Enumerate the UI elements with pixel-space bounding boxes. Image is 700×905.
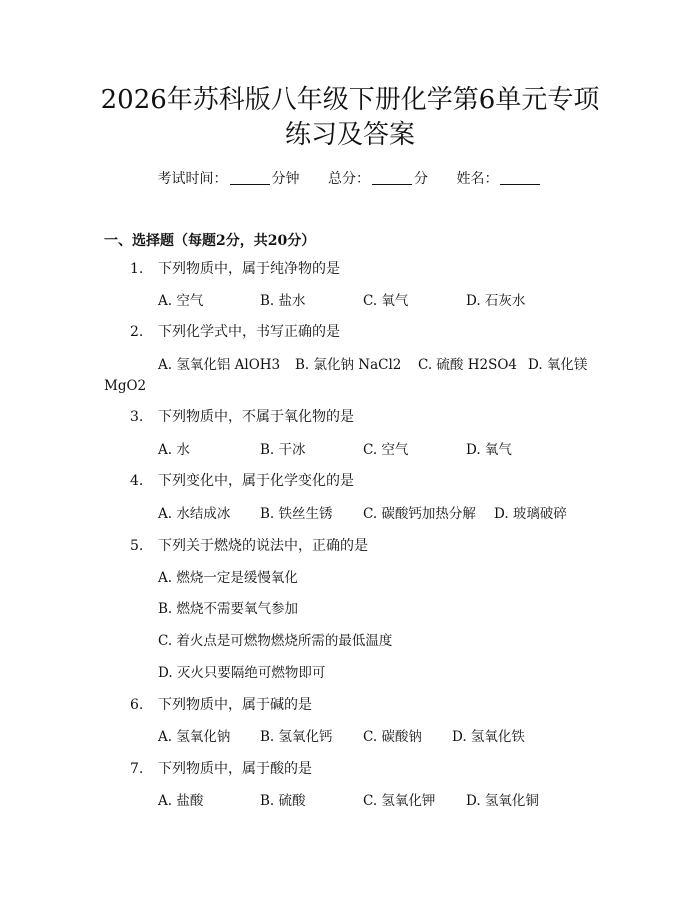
question-6 xyxy=(130,695,312,715)
q2-option-a: A. 氢氧化铝 AlOH3 xyxy=(158,357,281,373)
question-5 xyxy=(130,536,368,556)
exam-info-line xyxy=(0,169,700,189)
name-label: 姓名： xyxy=(456,171,499,187)
total-score-unit: 分 xyxy=(414,171,428,187)
question-text: 下列物质中，属于酸的是 xyxy=(158,761,312,777)
q7-option-a: A. 盐酸 xyxy=(158,793,204,809)
question-1 xyxy=(130,259,340,279)
q2-option-d: D. 氧化镁 xyxy=(528,357,588,373)
q6-option-b: B. 氢氧化钙 xyxy=(260,729,333,745)
question-text: 下列关于燃烧的说法中，正确的是 xyxy=(158,538,368,554)
q6-option-a: A. 氢氧化钠 xyxy=(158,729,231,745)
q4-option-b: B. 铁丝生锈 xyxy=(260,506,333,522)
section-heading-multiple-choice: 一、选择题（每题2分，共20分） xyxy=(104,233,316,249)
title-line-2: 练习及答案 xyxy=(284,120,415,150)
question-number: 4. xyxy=(130,473,144,489)
exam-time-field xyxy=(158,171,304,187)
q2-option-d-continued: MgO2 xyxy=(104,378,147,394)
q6-option-d: D. 氢氧化铁 xyxy=(452,729,525,745)
question-2 xyxy=(130,322,340,342)
exam-time-label: 考试时间： xyxy=(157,171,228,187)
q3-option-a: A. 水 xyxy=(158,442,190,458)
q1-option-d: D. 石灰水 xyxy=(466,293,526,309)
q4-option-c: C. 碳酸钙加热分解 xyxy=(363,506,476,522)
exam-time-unit: 分钟 xyxy=(271,171,300,187)
question-text: 下列变化中，属于化学变化的是 xyxy=(158,473,354,489)
total-score-field xyxy=(328,171,432,187)
question-number: 3. xyxy=(130,409,144,425)
question-number: 7. xyxy=(130,761,144,777)
total-score-blank xyxy=(372,170,412,185)
total-score-label: 总分： xyxy=(328,171,370,187)
q6-option-c: C. 碳酸钠 xyxy=(363,729,422,745)
q1-option-b: B. 盐水 xyxy=(260,293,306,309)
question-text: 下列物质中，属于纯净物的是 xyxy=(158,261,340,277)
name-field xyxy=(456,171,542,187)
question-3 xyxy=(130,407,354,427)
q5-option-a: A. 燃烧一定是缓慢氧化 xyxy=(158,570,298,586)
question-text: 下列物质中，属于碱的是 xyxy=(158,697,312,713)
q4-option-d: D. 玻璃破碎 xyxy=(494,506,567,522)
q3-option-b: B. 干冰 xyxy=(260,442,306,458)
question-text: 下列化学式中，书写正确的是 xyxy=(158,324,340,340)
question-number: 2. xyxy=(130,324,144,340)
q5-option-d: D. 灭火只要隔绝可燃物即可 xyxy=(158,665,326,681)
q1-option-a: A. 空气 xyxy=(158,293,204,309)
q7-option-d: D. 氢氧化铜 xyxy=(466,793,539,809)
question-number: 6. xyxy=(130,697,144,713)
question-text: 下列物质中，不属于氧化物的是 xyxy=(158,409,354,425)
question-7 xyxy=(130,759,312,779)
q1-option-c: C. 氧气 xyxy=(363,293,409,309)
q7-option-b: B. 硫酸 xyxy=(260,793,306,809)
q3-option-c: C. 空气 xyxy=(363,442,409,458)
q5-option-c: C. 着火点是可燃物燃烧所需的最低温度 xyxy=(158,633,393,649)
question-4 xyxy=(130,471,354,491)
q3-option-d: D. 氧气 xyxy=(466,442,512,458)
name-blank xyxy=(500,170,540,185)
question-number: 5. xyxy=(130,538,144,554)
q4-option-a: A. 水结成冰 xyxy=(158,506,231,522)
exam-time-blank xyxy=(230,170,270,185)
q2-option-c: C. 硫酸 H2SO4 xyxy=(418,357,517,373)
q7-option-c: C. 氢氧化钾 xyxy=(363,793,436,809)
title-line-1: 2026年苏科版八年级下册化学第6单元专项 xyxy=(100,85,600,115)
q2-option-b: B. 氯化钠 NaCl2 xyxy=(295,357,402,373)
q5-option-b: B. 燃烧不需要氧气参加 xyxy=(158,601,299,617)
question-number: 1. xyxy=(130,261,144,277)
